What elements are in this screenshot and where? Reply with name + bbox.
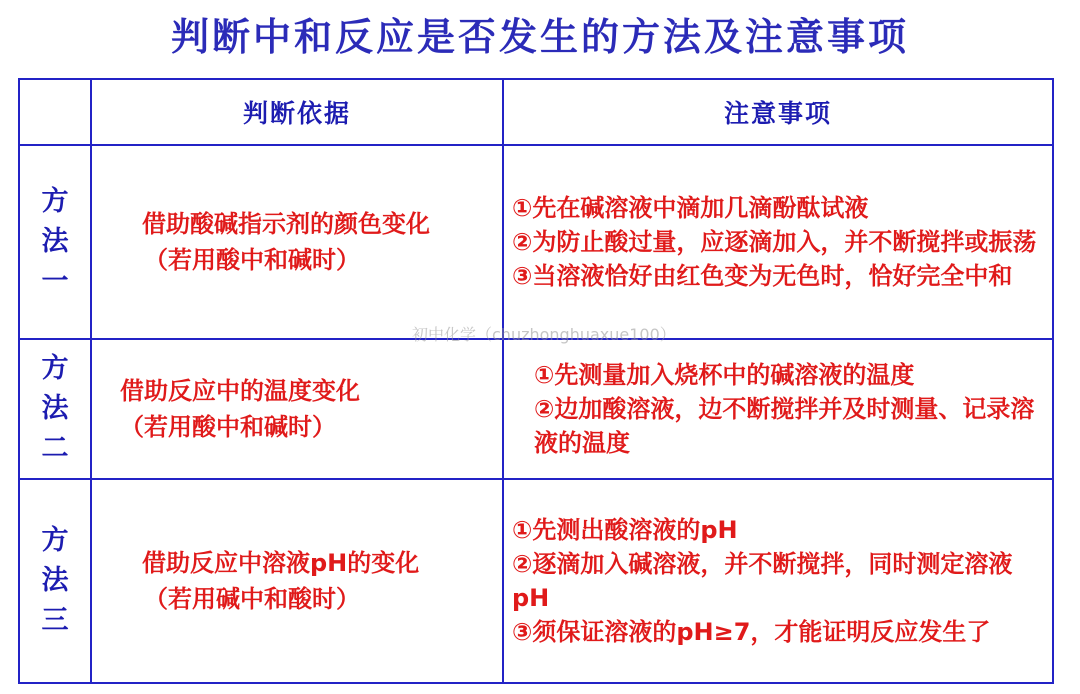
note-item: ②边加酸溶液，边不断搅拌并及时测量、记录溶液的温度 [534,395,1035,457]
notes-cell-1 [503,145,1053,339]
basis-line: 借助反应中的温度变化 [120,377,360,405]
note-item: ③当溶液恰好由红色变为无色时，恰好完全中和 [512,262,1013,290]
method-char: 法 [41,565,69,596]
table-row-method-1 [19,145,1053,339]
table-row-method-3 [19,479,1053,683]
method-char: 方 [41,525,69,556]
basis-condition: （若用碱中和酸时） [144,585,360,613]
notes-cell-2 [503,339,1053,479]
notes-cell-3 [503,479,1053,683]
method-label-2 [19,339,91,479]
method-char: 一 [41,266,69,297]
note-item: ①先测出酸溶液的pH [512,516,738,544]
basis-cell-3 [91,479,503,683]
method-char: 二 [41,433,69,464]
method-label-1 [19,145,91,339]
basis-line: 借助酸碱指示剂的颜色变化 [142,210,430,238]
method-char: 法 [41,226,69,257]
methods-table [18,78,1054,684]
method-char: 方 [41,353,69,384]
basis-cell-2 [91,339,503,479]
basis-condition: （若用酸中和碱时） [120,413,336,441]
method-char: 三 [41,605,69,636]
method-char: 方 [41,186,69,217]
note-item: ②逐滴加入碱溶液，并不断搅拌，同时测定溶液pH [512,550,1013,612]
note-item: ①先测量加入烧杯中的碱溶液的温度 [534,361,915,389]
note-item: ②为防止酸过量，应逐滴加入，并不断搅拌或振荡 [512,228,1037,256]
basis-condition: （若用酸中和碱时） [144,246,360,274]
header-notes: 注意事项 [503,79,1053,145]
page-title: 判断中和反应是否发生的方法及注意事项 [170,14,909,59]
method-char: 法 [41,393,69,424]
header-blank-cell [19,79,91,145]
note-item: ③须保证溶液的pH≥7，才能证明反应发生了 [512,618,991,646]
header-basis: 判断依据 [91,79,503,145]
table-header-row [19,79,1053,145]
table-row-method-2 [19,339,1053,479]
basis-line: 借助反应中溶液pH的变化 [142,549,420,577]
note-item: ①先在碱溶液中滴加几滴酚酞试液 [512,194,869,222]
method-label-3 [19,479,91,683]
basis-cell-1 [91,145,503,339]
watermark-text: 初中化学（chuzhonghuaxue100） [412,325,676,344]
